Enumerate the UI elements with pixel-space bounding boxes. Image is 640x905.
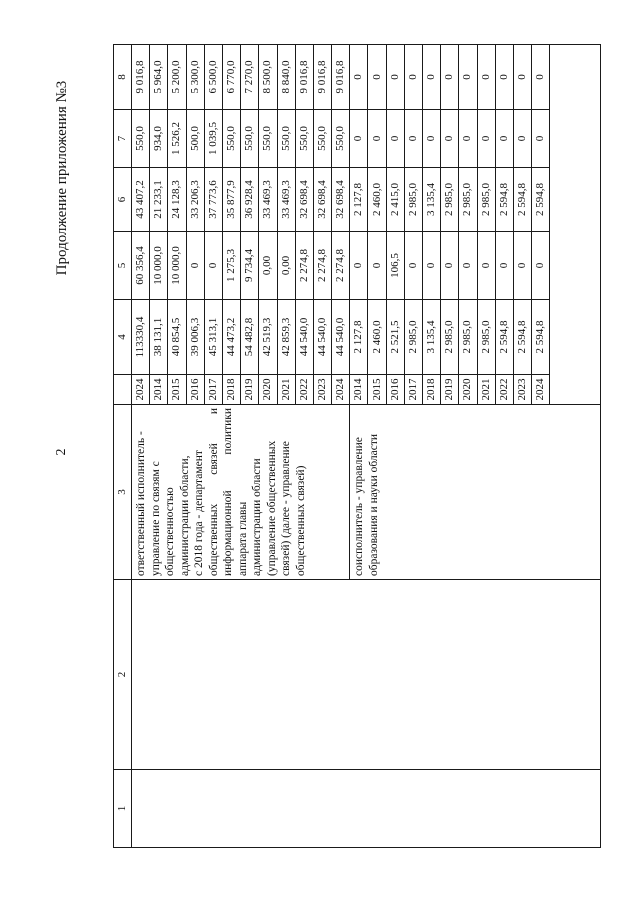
amount-cell: 9 016,8 xyxy=(313,45,331,110)
amount-cell: 5 200,0 xyxy=(168,45,186,110)
amount-cell: 0 xyxy=(459,110,477,168)
budget-table xyxy=(113,44,601,848)
amount-cell: 2 985,0 xyxy=(477,168,495,232)
amount-cell: 2 985,0 xyxy=(404,300,422,375)
year-cell: 2022 xyxy=(295,375,313,405)
amount-cell: 1 039,5 xyxy=(204,110,222,168)
description-line: информационной политики xyxy=(222,408,234,576)
amount-cell: 42 859,3 xyxy=(277,300,295,375)
amount-cell: 2 594,8 xyxy=(513,300,531,375)
year-cell: 2023 xyxy=(313,375,331,405)
amount-cell: 7 270,0 xyxy=(241,45,259,110)
amount-cell: 0 xyxy=(204,232,222,300)
amount-cell: 33 469,3 xyxy=(259,168,277,232)
amount-cell: 0 xyxy=(404,45,422,110)
amount-cell: 550,0 xyxy=(241,110,259,168)
year-cell: 2015 xyxy=(168,375,186,405)
year-cell: 2024 xyxy=(132,375,150,405)
amount-cell: 0 xyxy=(350,45,368,110)
amount-cell: 550,0 xyxy=(259,110,277,168)
amount-cell: 0 xyxy=(404,110,422,168)
amount-cell: 0 xyxy=(513,232,531,300)
description-line: администрации области, xyxy=(178,455,191,576)
amount-cell: 2 594,8 xyxy=(495,300,513,375)
amount-cell: 39 006,3 xyxy=(186,300,204,375)
year-cell: 2024 xyxy=(532,375,550,405)
amount-cell: 45 313,1 xyxy=(204,300,222,375)
amount-cell: 9 016,8 xyxy=(332,45,350,110)
amount-cell: 2 274,8 xyxy=(295,232,313,300)
page-header-title: Продолжение приложения №3 xyxy=(54,80,70,276)
amount-cell: 0 xyxy=(495,232,513,300)
amount-cell: 0 xyxy=(423,45,441,110)
amount-cell: 0,00 xyxy=(259,232,277,300)
amount-cell: 8 840,0 xyxy=(277,45,295,110)
amount-cell: 54 482,8 xyxy=(241,300,259,375)
amount-cell: 934,0 xyxy=(150,110,168,168)
year-cell: 2019 xyxy=(441,375,459,405)
year-cell: 2017 xyxy=(404,375,422,405)
amount-cell: 2 521,5 xyxy=(386,300,404,375)
amount-cell: 0 xyxy=(477,110,495,168)
amount-cell: 9 734,4 xyxy=(241,232,259,300)
executor-description xyxy=(350,405,600,580)
amount-cell: 40 854,5 xyxy=(168,300,186,375)
amount-cell: 550,0 xyxy=(295,110,313,168)
amount-cell: 106,5 xyxy=(386,232,404,300)
description-line: общественностью xyxy=(164,487,176,576)
amount-cell: 36 928,4 xyxy=(241,168,259,232)
amount-cell: 32 698,4 xyxy=(332,168,350,232)
amount-cell: 5 964,0 xyxy=(150,45,168,110)
column-number: 7 xyxy=(114,110,132,168)
description-line: соисполнитель - управление xyxy=(353,437,366,576)
description-line: с 2018 года - департамент xyxy=(193,450,205,576)
amount-cell: 0 xyxy=(386,110,404,168)
amount-cell: 0 xyxy=(477,45,495,110)
column-number-row xyxy=(114,45,132,848)
amount-cell: 550,0 xyxy=(132,110,150,168)
year-cell: 2020 xyxy=(459,375,477,405)
amount-cell: 38 131,1 xyxy=(150,300,168,375)
year-cell: 2015 xyxy=(368,375,386,405)
description-line: общественных связей) xyxy=(294,465,307,576)
amount-cell: 2 985,0 xyxy=(441,168,459,232)
amount-cell: 0 xyxy=(532,45,550,110)
amount-cell: 0 xyxy=(350,110,368,168)
column-number: 1 xyxy=(114,770,132,848)
column-1-cell xyxy=(132,770,601,848)
year-cell: 2022 xyxy=(495,375,513,405)
column-number: 4 xyxy=(114,300,132,375)
year-cell: 2014 xyxy=(150,375,168,405)
amount-cell: 0 xyxy=(532,232,550,300)
amount-cell: 2 594,8 xyxy=(495,168,513,232)
amount-cell: 2 985,0 xyxy=(404,168,422,232)
year-cell: 2024 xyxy=(332,375,350,405)
amount-cell: 0 xyxy=(186,232,204,300)
amount-cell: 0 xyxy=(368,45,386,110)
amount-cell: 2 985,0 xyxy=(459,168,477,232)
year-cell: 2014 xyxy=(350,375,368,405)
amount-cell: 33 206,3 xyxy=(186,168,204,232)
amount-cell: 32 698,4 xyxy=(295,168,313,232)
column-2-cell xyxy=(132,580,601,770)
year-cell: 2018 xyxy=(423,375,441,405)
amount-cell: 2 985,0 xyxy=(441,300,459,375)
column-number: 6 xyxy=(114,168,132,232)
amount-cell: 0 xyxy=(423,110,441,168)
amount-cell: 550,0 xyxy=(313,110,331,168)
year-cell: 2023 xyxy=(513,375,531,405)
amount-cell: 3 135,4 xyxy=(423,300,441,375)
amount-cell: 2 274,8 xyxy=(332,232,350,300)
description-line: ответственный исполнитель - xyxy=(135,431,147,576)
table-row xyxy=(132,45,150,848)
table-container xyxy=(113,45,600,848)
empty-cell xyxy=(550,45,600,405)
amount-cell: 2 127,8 xyxy=(350,168,368,232)
amount-cell: 5 300,0 xyxy=(186,45,204,110)
column-number: 2 xyxy=(114,580,132,770)
amount-cell: 0,00 xyxy=(277,232,295,300)
year-cell: 2018 xyxy=(222,375,240,405)
amount-cell: 2 460,0 xyxy=(368,168,386,232)
amount-cell: 44 540,0 xyxy=(313,300,331,375)
amount-cell: 10 000,0 xyxy=(150,232,168,300)
description-line: аппарата главы xyxy=(236,501,249,576)
amount-cell: 9 016,8 xyxy=(132,45,150,110)
executor-description xyxy=(132,405,350,580)
year-cell: 2021 xyxy=(477,375,495,405)
amount-cell: 24 128,3 xyxy=(168,168,186,232)
amount-cell: 35 877,9 xyxy=(222,168,240,232)
column-number: 8 xyxy=(114,45,132,110)
amount-cell: 550,0 xyxy=(222,110,240,168)
amount-cell: 1 275,3 xyxy=(222,232,240,300)
amount-cell: 10 000,0 xyxy=(168,232,186,300)
amount-cell: 0 xyxy=(477,232,495,300)
description-line: (управление общественных xyxy=(265,440,278,576)
amount-cell: 37 773,6 xyxy=(204,168,222,232)
amount-cell: 2 985,0 xyxy=(477,300,495,375)
amount-cell: 32 698,4 xyxy=(313,168,331,232)
amount-cell: 0 xyxy=(441,110,459,168)
amount-cell: 2 985,0 xyxy=(459,300,477,375)
amount-cell: 43 407,2 xyxy=(132,168,150,232)
amount-cell: 33 469,3 xyxy=(277,168,295,232)
amount-cell: 0 xyxy=(350,232,368,300)
year-cell: 2020 xyxy=(259,375,277,405)
description-line: общественных связей и xyxy=(207,408,220,576)
amount-cell: 2 274,8 xyxy=(313,232,331,300)
amount-cell: 0 xyxy=(423,232,441,300)
description-line: связей) (далее - управление xyxy=(280,441,292,576)
amount-cell: 1 526,2 xyxy=(168,110,186,168)
amount-cell: 42 519,3 xyxy=(259,300,277,375)
amount-cell: 60 356,4 xyxy=(132,232,150,300)
amount-cell: 0 xyxy=(513,110,531,168)
amount-cell: 44 540,0 xyxy=(332,300,350,375)
amount-cell: 0 xyxy=(368,110,386,168)
amount-cell: 0 xyxy=(495,45,513,110)
description-line: администрации области xyxy=(251,458,263,576)
amount-cell: 0 xyxy=(532,110,550,168)
amount-cell: 0 xyxy=(459,45,477,110)
amount-cell: 0 xyxy=(441,45,459,110)
amount-cell: 21 233,1 xyxy=(150,168,168,232)
amount-cell: 0 xyxy=(404,232,422,300)
year-cell: 2021 xyxy=(277,375,295,405)
year-cell: 2017 xyxy=(204,375,222,405)
amount-cell: 0 xyxy=(513,45,531,110)
amount-cell: 500,0 xyxy=(186,110,204,168)
amount-cell: 113330,4 xyxy=(132,300,150,375)
amount-cell: 44 540,0 xyxy=(295,300,313,375)
column-number: 5 xyxy=(114,232,132,300)
amount-cell: 2 594,8 xyxy=(532,300,550,375)
column-number: 3 xyxy=(114,405,132,580)
amount-cell: 8 500,0 xyxy=(259,45,277,110)
amount-cell: 550,0 xyxy=(277,110,295,168)
year-cell: 2019 xyxy=(241,375,259,405)
year-cell: 2016 xyxy=(386,375,404,405)
year-column-header xyxy=(114,375,132,405)
amount-cell: 2 594,8 xyxy=(513,168,531,232)
description-line: управление по связям с xyxy=(149,461,162,576)
amount-cell: 6 770,0 xyxy=(222,45,240,110)
page-number: 2 xyxy=(54,448,69,456)
description-line: образования и науки области xyxy=(367,433,380,576)
amount-cell: 0 xyxy=(368,232,386,300)
amount-cell: 2 460,0 xyxy=(368,300,386,375)
amount-cell: 0 xyxy=(441,232,459,300)
amount-cell: 0 xyxy=(495,110,513,168)
amount-cell: 0 xyxy=(459,232,477,300)
amount-cell: 2 594,8 xyxy=(532,168,550,232)
amount-cell: 9 016,8 xyxy=(295,45,313,110)
year-cell: 2016 xyxy=(186,375,204,405)
amount-cell: 3 135,4 xyxy=(423,168,441,232)
amount-cell: 44 473,2 xyxy=(222,300,240,375)
amount-cell: 0 xyxy=(386,45,404,110)
amount-cell: 550,0 xyxy=(332,110,350,168)
amount-cell: 2 127,8 xyxy=(350,300,368,375)
amount-cell: 2 415,0 xyxy=(386,168,404,232)
amount-cell: 6 500,0 xyxy=(204,45,222,110)
